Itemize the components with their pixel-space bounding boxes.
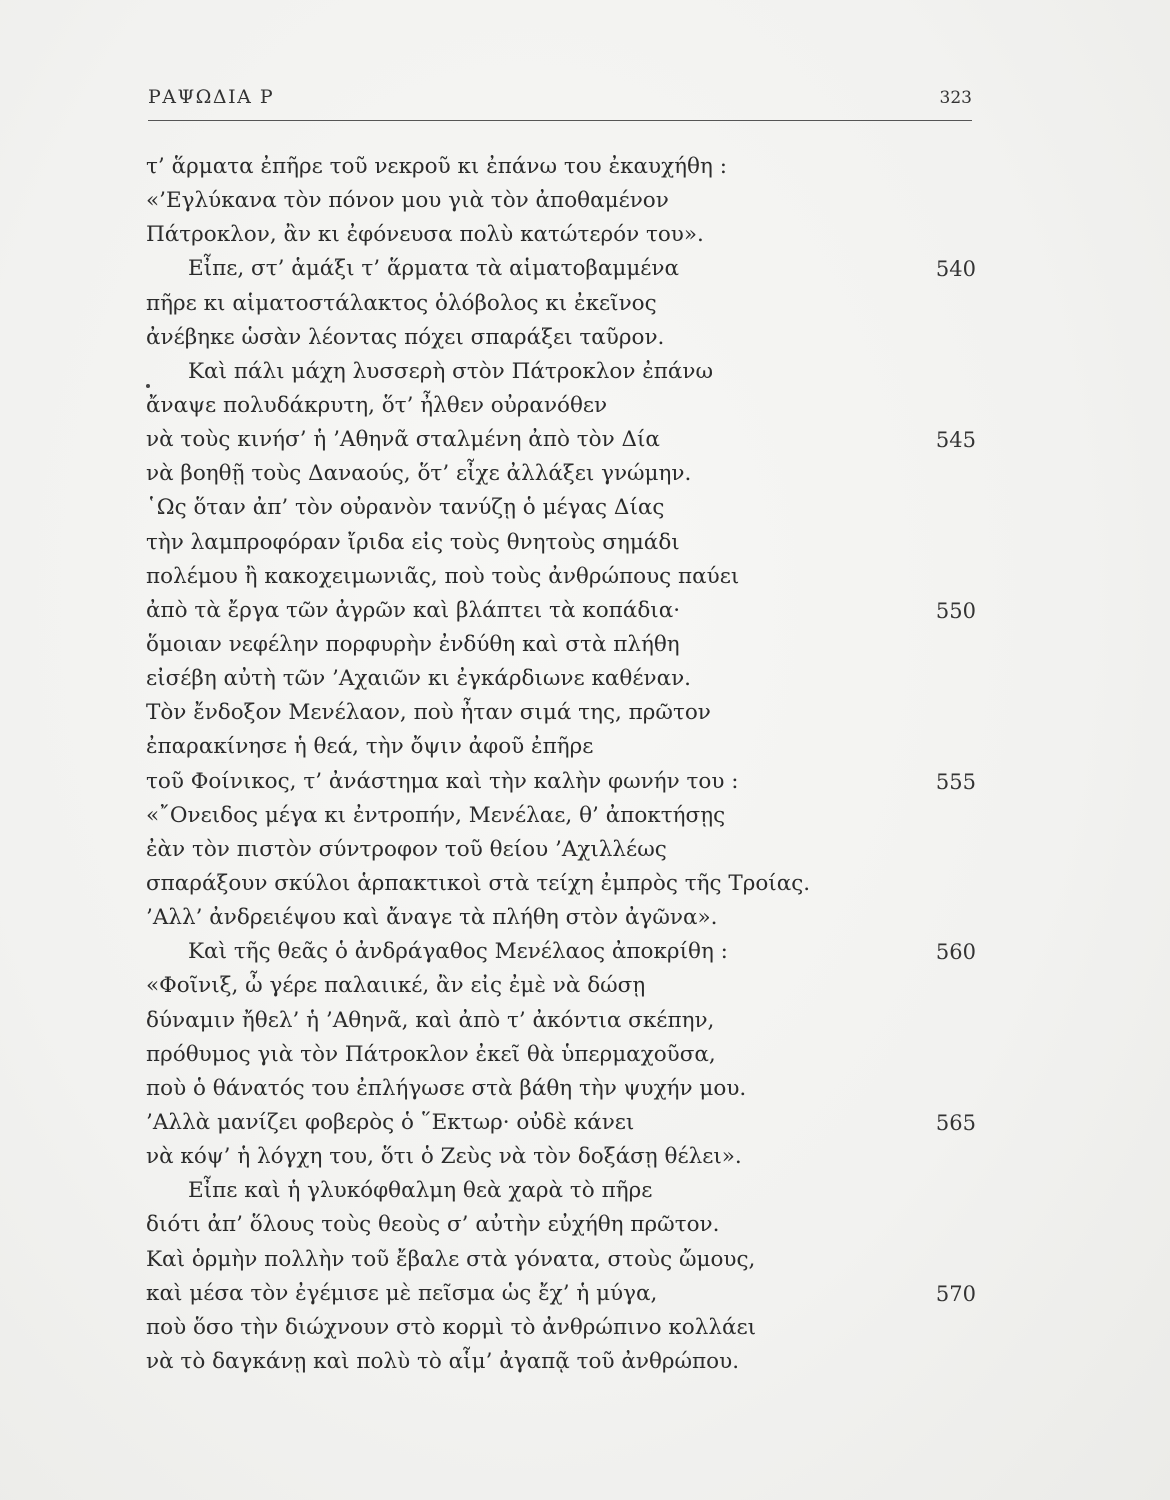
- verse-text: νὰ βοηθῇ τοὺς Δαναούς, ὅτ’ εἶχε ἀλλάξει γνώμην.: [146, 461, 692, 487]
- verse-line: [146, 1345, 976, 1379]
- verse-line: [146, 1208, 976, 1242]
- verse-text: ’Αλλ’ ἀνδρειέψου καὶ ἄναγε τὰ πλήθη στὸν ἀγῶνα».: [146, 905, 718, 931]
- verse-text: Τὸν ἔνδοξον Μενέλαον, ποὺ ἦταν σιμά της, πρῶτον: [146, 700, 711, 726]
- verse-line: [146, 730, 976, 764]
- line-number: 540: [935, 257, 976, 282]
- verse-text: «῎Ονειδος μέγα κι ἐντροπήν, Μενέλαε, θ’ ἀποκτήσῃς: [146, 802, 726, 828]
- verse-line: [146, 662, 976, 696]
- verse-text: ’Αλλὰ μανίζει φοβερὸς ὁ ῞Εκτωρ· οὐδὲ κάνει: [146, 1109, 635, 1135]
- verse-line: [146, 287, 976, 321]
- verse-text: δύναμιν ἤθελ’ ἡ ’Αθηνᾶ, καὶ ἀπὸ τ’ ἀκόντια σκέπην,: [146, 1007, 715, 1033]
- verse-line: [146, 184, 976, 218]
- verse-line: [146, 423, 976, 457]
- line-number: 555: [935, 769, 976, 794]
- verse-text: καὶ μέσα τὸν ἐγέμισε μὲ πεῖσμα ὡς ἔχ’ ἡ μύγα,: [146, 1280, 658, 1306]
- page-number: 323: [939, 88, 972, 108]
- verse-text: Εἶπε, στ’ ἁμάξι τ’ ἅρματα τὰ αἱματοβαμμένα: [188, 256, 680, 282]
- verse-line: [146, 491, 976, 525]
- verse-text: νὰ τοὺς κινήσ’ ἡ ’Αθηνᾶ σταλμένη ἀπὸ τὸν Δία: [146, 427, 660, 453]
- verse-text: νὰ κόψ’ ἡ λόγχη του, ὅτι ὁ Ζεὺς νὰ τὸν δοξάσῃ θέλει».: [146, 1144, 742, 1170]
- line-number: 550: [935, 598, 976, 623]
- verse-line: [146, 355, 976, 389]
- verse-line: [146, 969, 976, 1003]
- running-head: ΡΑΨΩΔΙΑ Ρ: [148, 86, 275, 108]
- verse-line: [146, 1140, 976, 1174]
- verse-text: πρόθυμος γιὰ τὸν Πάτροκλον ἐκεῖ θὰ ὑπερμαχοῦσα,: [146, 1041, 716, 1067]
- verse-text: Πάτροκλον, ἂν κι ἐφόνευσα πολὺ κατώτερόν του».: [146, 222, 704, 248]
- verse-text: ποὺ ὅσο τὴν διώχνουν στὸ κορμὶ τὸ ἀνθρώπινο κολλάει: [146, 1314, 757, 1340]
- verse-text: τοῦ Φοίνικος, τ’ ἀνάστημα καὶ τὴν καλὴν φωνήν του :: [146, 768, 739, 794]
- verse-text: Καὶ ὁρμὴν πολλὴν τοῦ ἔβαλε στὰ γόνατα, στοὺς ὤμους,: [146, 1246, 756, 1272]
- verse-text: ὅμοιαν νεφέλην πορφυρὴν ἐνδύθη καὶ στὰ πλήθη: [146, 631, 680, 657]
- verse-line: [146, 594, 976, 628]
- verse-line: [146, 526, 976, 560]
- verse-line: [146, 799, 976, 833]
- verse-line: [146, 696, 976, 730]
- verse-line: [146, 935, 976, 969]
- verse-line: [146, 560, 976, 594]
- verse-text: ἄναψε πολυδάκρυτη, ὅτ’ ἦλθεν οὐρανόθεν: [146, 392, 608, 418]
- verse-text: «’Εγλύκανα τὸν πόνον μου γιὰ τὸν ἀποθαμένον: [146, 188, 669, 214]
- verse-text: Καὶ τῆς θεᾶς ὁ ἀνδράγαθος Μενέλαος ἀποκρίθη :: [188, 939, 728, 965]
- verse-text: εἰσέβη αὐτὴ τῶν ’Αχαιῶν κι ἐγκάρδιωνε καθέναν.: [146, 666, 691, 692]
- line-number: 560: [935, 940, 976, 965]
- verse-line: [146, 628, 976, 662]
- verse-line: [146, 1277, 976, 1311]
- verse-text: τ’ ἅρματα ἐπῆρε τοῦ νεκροῦ κι ἐπάνω του ἐκαυχήθη :: [146, 154, 727, 179]
- verse-line: [146, 218, 976, 252]
- line-number: 570: [935, 1281, 976, 1306]
- verse-text: πῆρε κι αἱματοστάλακτος ὁλόβολος κι ἐκεῖνος: [146, 290, 657, 316]
- verse-text: ἀνέβηκε ὡσὰν λέοντας πόχει σπαράξει ταῦρον.: [146, 324, 665, 350]
- verse-line: [146, 150, 976, 184]
- verse-text: ῾Ως ὅταν ἀπ’ τὸν οὐρανὸν τανύζῃ ὁ μέγας Δίας: [146, 495, 665, 521]
- verse-line: [146, 1174, 976, 1208]
- verse-text: Εἶπε καὶ ἡ γλυκόφθαλμη θεὰ χαρὰ τὸ πῆρε: [188, 1178, 653, 1204]
- verse-line: [146, 1311, 976, 1345]
- line-number: 565: [935, 1110, 976, 1135]
- verse-text: ἐὰν τὸν πιστὸν σύντροφον τοῦ θείου ’Αχιλλέως: [146, 836, 667, 862]
- verse-text: Καὶ πάλι μάχη λυσσερὴ στὸν Πάτροκλον ἐπάνω: [188, 358, 714, 384]
- verse-text: ἐπαρακίνησε ἡ θεά, τὴν ὄψιν ἀφοῦ ἐπῆρε: [146, 734, 594, 760]
- page-header: [148, 84, 972, 121]
- line-number: 545: [935, 428, 976, 453]
- verse-text: ποὺ ὁ θάνατός του ἐπλήγωσε στὰ βάθη τὴν ψυχήν μου.: [146, 1075, 747, 1101]
- verse-line: [146, 389, 976, 423]
- verse-text: ἀπὸ τὰ ἔργα τῶν ἀγρῶν καὶ βλάπτει τὰ κοπάδια·: [146, 597, 681, 623]
- verse-text: πολέμου ἢ κακοχειμωνιᾶς, ποὺ τοὺς ἀνθρώπους παύει: [146, 563, 740, 589]
- verse-line: [146, 901, 976, 935]
- verse-line: [146, 457, 976, 491]
- verse-line: [146, 1038, 976, 1072]
- verse-text: διότι ἀπ’ ὅλους τοὺς θεοὺς σ’ αὐτὴν εὐχήθη πρῶτον.: [146, 1212, 720, 1238]
- verse-text: τὴν λαμπροφόραν ἴριδα εἰς τοὺς θνητοὺς σημάδι: [146, 529, 680, 555]
- verse-line: [146, 252, 976, 286]
- verse-line: [146, 321, 976, 355]
- verse-line: [146, 765, 976, 799]
- verse-line: [146, 833, 976, 867]
- verse-line: [146, 1243, 976, 1277]
- verse-line: [146, 1004, 976, 1038]
- verse-text: «Φοῖνιξ, ὦ γέρε παλαιικέ, ἂν εἰς ἐμὲ νὰ δώσῃ: [146, 973, 646, 999]
- verse-block: [146, 150, 976, 1379]
- verse-line: [146, 867, 976, 901]
- verse-line: [146, 1072, 976, 1106]
- verse-text: σπαράξουν σκύλοι ἁρπακτικοὶ στὰ τείχη ἐμπρὸς τῆς Τροίας.: [146, 870, 811, 896]
- verse-text: νὰ τὸ δαγκάνῃ καὶ πολὺ τὸ αἷμ’ ἀγαπᾷ τοῦ ἀνθρώπου.: [146, 1348, 740, 1374]
- verse-line: [146, 1106, 976, 1140]
